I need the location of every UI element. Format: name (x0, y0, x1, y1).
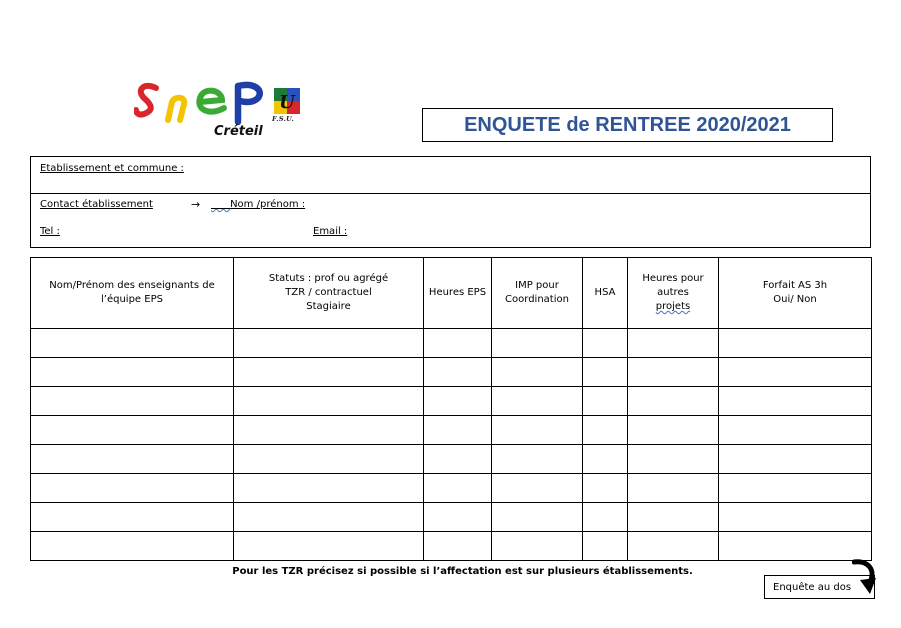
header-imp (492, 258, 583, 329)
header-hsa (583, 258, 628, 329)
curved-arrow-icon (852, 558, 878, 598)
table-cell[interactable] (583, 416, 628, 445)
table-cell[interactable] (492, 503, 583, 532)
spell-mark (211, 199, 230, 210)
table-row (31, 474, 872, 503)
table-cell[interactable] (492, 532, 583, 561)
table-cell[interactable] (234, 503, 424, 532)
table-cell[interactable] (719, 532, 872, 561)
header-text: Oui/ Non (773, 294, 817, 305)
snep-logo (134, 78, 310, 148)
header-text: TZR / contractuel (285, 287, 372, 298)
table-cell[interactable] (31, 445, 234, 474)
table-cell[interactable] (492, 445, 583, 474)
header-name (31, 258, 234, 329)
table-row (31, 416, 872, 445)
header-text: HSA (594, 287, 616, 298)
table-cell[interactable] (31, 503, 234, 532)
table-row (31, 387, 872, 416)
table-cell[interactable] (234, 387, 424, 416)
fsu-logo-icon (274, 88, 300, 114)
header-text: Heures pour (642, 273, 704, 284)
table-cell[interactable] (31, 358, 234, 387)
table-cell[interactable] (583, 532, 628, 561)
establishment-info-box (30, 156, 871, 248)
table-cell[interactable] (628, 329, 719, 358)
header-text: projets (655, 301, 691, 312)
table-cell[interactable] (424, 387, 492, 416)
header-text: Stagiaire (306, 301, 351, 312)
table-cell[interactable] (492, 416, 583, 445)
table-cell[interactable] (628, 532, 719, 561)
table-cell[interactable] (628, 445, 719, 474)
table-cell[interactable] (583, 358, 628, 387)
table-cell[interactable] (719, 358, 872, 387)
table-cell[interactable] (424, 416, 492, 445)
table-cell[interactable] (719, 474, 872, 503)
table-body (31, 329, 872, 561)
table-cell[interactable] (424, 358, 492, 387)
table-cell[interactable] (424, 532, 492, 561)
table-cell[interactable] (424, 503, 492, 532)
table-cell[interactable] (31, 329, 234, 358)
email-field-label: Email : (313, 226, 348, 237)
header-text: Nom/Prénom des enseignants de (49, 280, 215, 291)
table-cell[interactable] (31, 387, 234, 416)
right-arrow-icon: → (191, 198, 201, 211)
table-cell[interactable] (424, 445, 492, 474)
table-cell[interactable] (492, 358, 583, 387)
teachers-table (30, 257, 872, 561)
header-text: Statuts : prof ou agrégé (268, 273, 389, 284)
table-cell[interactable] (234, 445, 424, 474)
header-text: IMP pour (515, 280, 559, 291)
logo-city: Créteil (214, 124, 263, 139)
table-cell[interactable] (234, 474, 424, 503)
establishment-field-label: Etablissement et commune : (40, 163, 184, 174)
header-text: Coordination (505, 294, 569, 305)
table-row (31, 445, 872, 474)
table-cell[interactable] (492, 474, 583, 503)
table-cell[interactable] (492, 387, 583, 416)
table-cell[interactable] (719, 503, 872, 532)
table-header-row (31, 258, 872, 329)
table-cell[interactable] (31, 474, 234, 503)
table-cell[interactable] (583, 503, 628, 532)
page-title: ENQUETE de RENTREE 2020/2021 (464, 113, 791, 136)
header-other-projects (628, 258, 719, 329)
table-cell[interactable] (234, 329, 424, 358)
table-cell[interactable] (719, 416, 872, 445)
table-row (31, 532, 872, 561)
header-text: Forfait AS 3h (762, 280, 828, 291)
contact-field-label: Contact établissement (40, 199, 153, 210)
table-cell[interactable] (234, 416, 424, 445)
snep-wordmark-icon (134, 78, 274, 128)
table-cell[interactable] (719, 329, 872, 358)
header-text: l’équipe EPS (101, 294, 163, 305)
table-cell[interactable] (583, 474, 628, 503)
header-status (234, 258, 424, 329)
table-row (31, 329, 872, 358)
table-cell[interactable] (628, 387, 719, 416)
table-cell[interactable] (628, 358, 719, 387)
tzr-note: Pour les TZR précisez si possible si l’affectation est sur plusieurs établissements. (232, 566, 693, 577)
back-label-text: Enquête au dos (773, 581, 852, 593)
header-text: autres (657, 287, 689, 298)
table-cell[interactable] (628, 416, 719, 445)
name-field-text: Nom /prénom : (230, 199, 306, 210)
table-cell[interactable] (424, 329, 492, 358)
fsu-label: F.S.U. (272, 115, 295, 123)
table-cell[interactable] (424, 474, 492, 503)
table-cell[interactable] (583, 329, 628, 358)
table-cell[interactable] (583, 445, 628, 474)
table-cell[interactable] (31, 532, 234, 561)
table-row (31, 358, 872, 387)
table-cell[interactable] (31, 416, 234, 445)
table-cell[interactable] (628, 503, 719, 532)
info-divider (31, 193, 870, 194)
tel-field-label: Tel : (40, 226, 60, 237)
table-cell[interactable] (234, 358, 424, 387)
table-cell[interactable] (719, 445, 872, 474)
header-text: Heures EPS (428, 287, 487, 298)
title-box (422, 108, 833, 142)
table-row (31, 503, 872, 532)
table-cell[interactable] (719, 387, 872, 416)
name-field-label (211, 199, 305, 210)
header-eps-hours (424, 258, 492, 329)
header-as-package (719, 258, 872, 329)
table-cell[interactable] (492, 329, 583, 358)
table-cell[interactable] (583, 387, 628, 416)
table-cell[interactable] (628, 474, 719, 503)
svg-text:U: U (279, 92, 295, 113)
table-cell[interactable] (234, 532, 424, 561)
